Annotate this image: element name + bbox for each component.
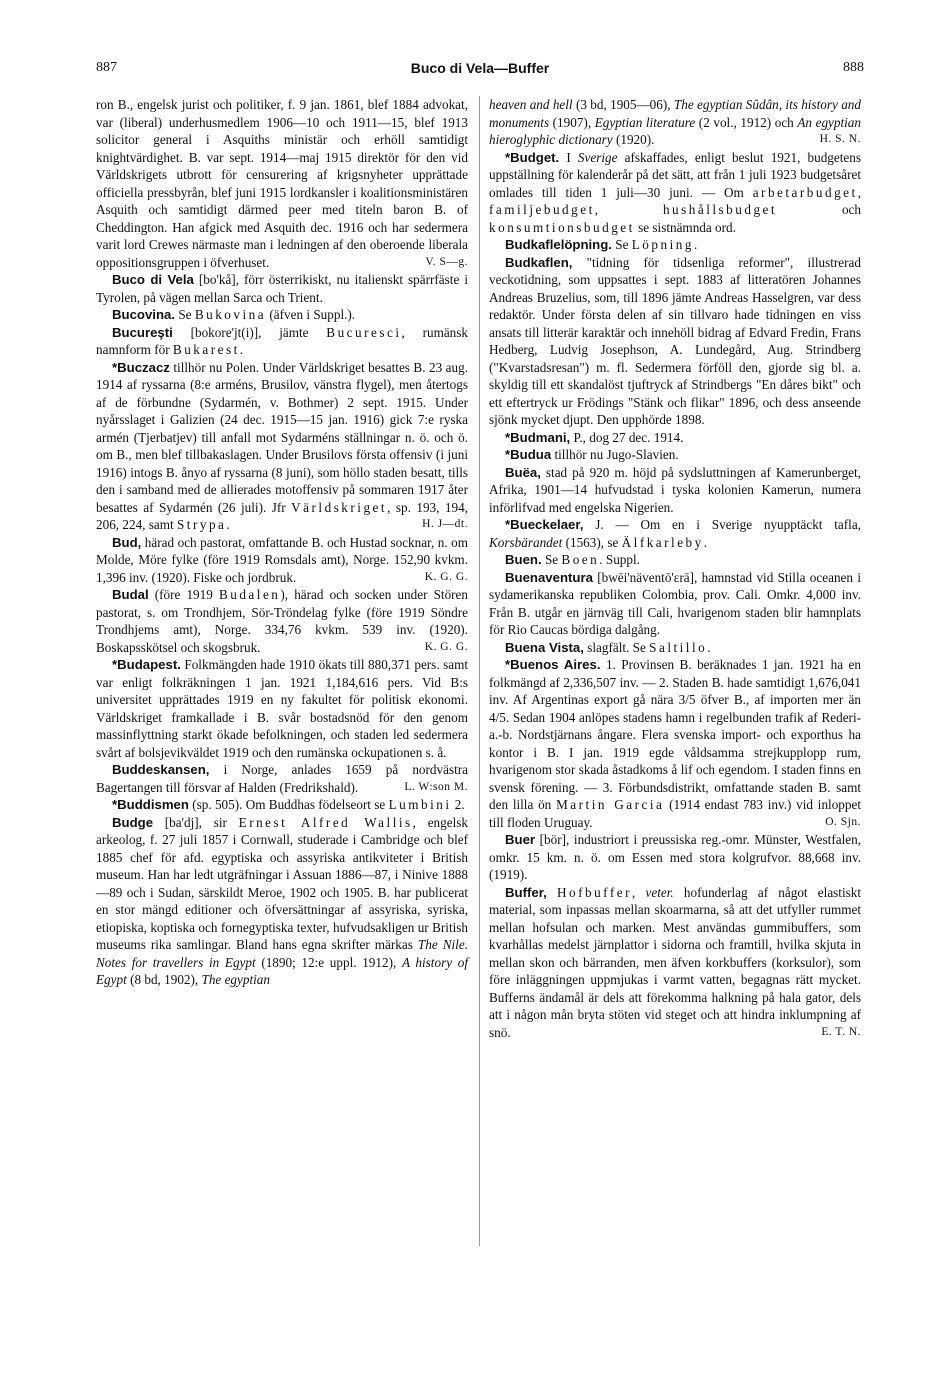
italic-text: A history of Egypt [96, 954, 468, 987]
headword: Bucovina. [112, 307, 176, 322]
page-header [96, 60, 864, 82]
column-divider [479, 96, 480, 1246]
spaced-text: Bukovina [194, 307, 267, 322]
entry-text: , [857, 184, 861, 200]
headword: Buen. [505, 552, 542, 567]
headword: *Budget. [505, 149, 560, 165]
spaced-text: Bukarest [172, 342, 240, 357]
headword: Buëa, [505, 464, 541, 480]
entry-text: "tidning för tidsenliga reformer", illustrerad veckotidning, som uppsattes i sept. 1883 af litteratören Johannes Andreas Bruzelius, som, till 1896 jämte Andreas Hasselgren, var dess redaktör. Under första delen af sin tillvaro hade tidningen en viss ansats till litterär karaktär och innehöll bidrag af Edvard Fredin, Frans Hedberg, Ludvig Josephson, A. Lundegård, Aug. Strindberg ("Kvarstadsresan") m. fl. Sedermera förföll den, gjorde sig bl. a. skyldig till ett skandalöst tjuftryck af Strindbergs "En dåres bikt" och ett eftertryck ur Frödings "Stänk och flikar" 1896, och dess anseende sjönk mycket djupt. Den upphörde 1898. [489, 254, 861, 427]
entry-budge-cont [489, 96, 861, 149]
headword: Buenaventura [505, 569, 593, 585]
italic-text: Sverige [577, 149, 618, 165]
entry-text: , engelsk arkeolog, f. 27 juli 1857 i Cornwall, studerade i Cambridge och blef 1885 chef för afd. egyptiska och assyriska antikviteter i British museum. Han har ledt utgräfningar i Assuan 1886—87, i Ninive 1888—89 och i Sudan, särskildt Meroe, 1902 och 1905. B. har publicerat en stor mängd editioner och öfversättningar af assyriska, syriska, etiopiska, koptiska och fornegyptiska texter, hufvudsakligen ur British museums rika samlingar. Bland hans egna skrifter märkas [96, 814, 468, 952]
entry-text: 1. Provinsen B. beräknades 1 jan. 1921 ha en folkmängd af 2,336,507 inv. — 2. Staden B. hade samtidigt 1,676,041 inv. Af Argentinas export gå nära 3/5 öfver B., af importen mer än 4/5. Sedan 1904 anlöpes stadens hamn i regelbunden trafik af Rederi-a.-b. Nordstjärnans ångare. Flera svenska import- och exporthus ha kontor i B. I jan. 1919 egde våldsamma strejkupplopp rum, hvarigenom stor skada åstadkoms å lif och egendom. I staden finns en svensk förening. — 3. Förbundsdistrikt, omfattande staden B. samt den lilla ön [489, 657, 861, 812]
entry-text: I [559, 149, 578, 165]
entry-text: P., dog 27 dec. 1914. [570, 429, 684, 445]
spaced-text: hushållsbudget [662, 202, 778, 217]
entry-text: 2. [451, 797, 465, 812]
headword: *Bueckelaer, [505, 517, 584, 532]
entry-budmani [489, 429, 861, 447]
entry-budapest [96, 656, 468, 761]
entry-text: ron B., engelsk jurist och politiker, f. 9 jan. 1861, blef 1884 advokat, var (liberal) underhusmedlem 1906—10 och 1911—15, blef 1913 solicitor general i Asquiths ministär och erhöll samtidigt knightvärdighet. B. var sept. 1914—maj 1915 direktör för den vid Världskrigets utbrott för censurering af krigsnyheter upprättade officiella pressbyrån, blef juni 1915 lordkansler i koalitionsministären Asquith och samtidigt därmed peer med titeln baron B. of Cheddington. Han afgick med Asquith dec. 1916 och har sedermera varit lord Crewes närmaste man i ledningen af den oberoende liberala oppositionsgruppen i öfverhuset. [96, 97, 468, 270]
entry-buena-vista [489, 639, 861, 657]
entry-text: . [239, 342, 244, 357]
spaced-text: Löpning [631, 237, 694, 252]
spaced-text: Världskriget [291, 499, 388, 515]
entry-text: , sp. 193, 194, 206, 224, samt [96, 499, 468, 532]
entry-text: (före 1919 [148, 587, 219, 602]
entry-text: slagfält. Se [583, 639, 650, 655]
headword: Budge [112, 814, 154, 830]
entry-text: stad på 920 m. höjd på sydsluttningen af Kamerunberget, Afrika, 1901—14 hufvudstad i tyska kolonien Kamerun, numera införlifvad med engelska Nigerien. [489, 464, 861, 515]
entry-text: [ba'dj], sir [153, 814, 239, 830]
italic-text: heaven and hell [489, 97, 573, 112]
entry-bucovina [96, 306, 468, 324]
spaced-text: Strypa [176, 517, 227, 532]
entry-bucuresti [96, 324, 468, 359]
headword: Budkaflen, [505, 254, 573, 270]
entry-text: i Norge, anlades 1659 på nordvästra Bagertangen till försvar af Halden (Fredrikshald). [96, 762, 468, 795]
author-signature: H. S. N. [819, 133, 861, 145]
spaced-text: Martin Garcia [556, 797, 665, 812]
entry-text: (1920). [612, 132, 655, 147]
headword: Buddeskansen, [112, 762, 210, 777]
spaced-text: familjebudget [489, 202, 595, 217]
entry-text: , [631, 884, 646, 900]
spaced-text: Älfkarleby [621, 534, 704, 550]
entry-text: (1890; 12:e uppl. 1912), [255, 954, 402, 970]
entry-text: Se [175, 307, 195, 322]
spaced-text: Budalen [218, 587, 281, 602]
entry-text: (1563), se [562, 534, 622, 550]
italic-text: The Nile. Notes for travellers in Egypt [96, 937, 468, 970]
headword: Buco di Vela [112, 272, 194, 287]
entry-budkaflelopning [489, 236, 861, 254]
entry-text: [bwēi'näventō'ɛrā], hamnstad vid Stilla oceanen i sydamerikanska republiken Colombia, prov. Cali. Omkr. 4,000 inv. Från B. utgår en järnväg till Cali, hvarigenom staden blir hamnplats för Rio Caucas bördiga dalgång. [489, 569, 861, 637]
entry-text: J. — Om en i Sverige nyupptäckt tafla, [583, 517, 861, 532]
spaced-text: Bucuresci [326, 324, 402, 340]
entry-buea [489, 464, 861, 517]
headword: *Buczacz [112, 359, 170, 375]
entry-text: (3 bd, 1905—06), [572, 97, 674, 112]
author-signature: V. S—g. [425, 255, 468, 268]
entry-buen [489, 551, 861, 569]
spaced-text: Boen [561, 552, 600, 567]
entry-text: se sistnämnda ord. [634, 219, 736, 235]
entry-budge [96, 814, 468, 989]
entry-buffer [489, 884, 861, 1042]
entry-text: hofunderlag af något elastiskt material, som inpassas mellan skoarmarna, så att det utfyller rummet mellan hofsulan och marken. Mest användas gummibuffers, som kvarhållas medelst järnplattor i sidorna och framtill, hvilka skjuta in mellan skon och bärranden, men äfven korkbuffers (korksulor), som före inläggningen uppmjukas i varmt vatten, begagnas rätt mycket. Bufferns ändamål är dels att förekomma halkning på hala gator, dels att i någon mån bryta stöten vid steget och att hindra inklumpning af snö. [489, 884, 862, 1040]
entry-buczacz [96, 359, 468, 534]
spaced-text: konsumtionsbudget [489, 219, 635, 235]
spaced-text: arbetarbudget [752, 184, 858, 200]
italic-text: veter. [645, 884, 674, 900]
italic-text: Korsbärandet [489, 534, 563, 550]
entry-text: [bo'kå], förr österrikiskt, nu italienskt spärrfäste i Tyrolen, på vägen mellan Sarca och Trient. [96, 272, 468, 305]
entry-budua [489, 446, 861, 464]
author-signature: L. W:son M. [404, 780, 468, 793]
entry-budkaflen [489, 254, 861, 429]
author-signature: O. Sjn. [825, 815, 861, 828]
entry-text: härad och pastorat, omfattande B. och Hustad socknar, n. om Molde, Möre fylke (före 1919 Romsdals amt), Norge. 152,90 kvkm. 1,396 inv. (1920). Fiske och jordbruk. [96, 534, 468, 585]
page-number-right: 888 [843, 60, 864, 75]
entry-text: afskaffades, enligt beslut 1921, budgetens uppställning för kalenderår på det sätt, att från 1 juli 1923 budgetsåret omlades till tiden 1 juli—30 juni. — Om [489, 149, 861, 200]
entry-text: . [226, 517, 230, 532]
headword: Budkaflelöpning. [505, 237, 612, 252]
right-column [489, 96, 861, 1041]
headword: *Budmani, [505, 429, 571, 445]
entry-text: (8 bd, 1902), [126, 972, 202, 987]
headword: Bud, [112, 534, 142, 550]
entry-buddismen [96, 796, 468, 814]
entry-bud [96, 534, 468, 587]
entry-text: tillhör nu Jugo-Slavien. [551, 447, 679, 462]
entry-text: (1907), [549, 114, 595, 130]
author-signature: K. G. G. [424, 570, 468, 583]
author-signature: E. T. N. [821, 1025, 861, 1038]
entry-text: , rumänsk namnform för [96, 324, 468, 357]
entry-text: ), härad och socken under Stören pastorat, s. om Trondhjem, Sör-Tröndelag fylke (före 1919 Söndre Trondhjems amt), Norge. 334,76 kvkm. 539 inv. (1920). Boskapsskötsel och skogsbruk. [96, 587, 469, 655]
headword: Buffer, [505, 884, 547, 900]
entry-buer [489, 831, 861, 884]
left-column [96, 96, 468, 989]
entry-text: Se [611, 237, 632, 252]
headword: Buer [505, 832, 536, 847]
entry-text: och [777, 202, 861, 217]
headword: Budal [112, 587, 149, 602]
headword: *Buddismen [112, 797, 189, 812]
entry-buenos-aires [489, 656, 861, 831]
entry-buco-di-vela [96, 271, 468, 306]
entry-text: . [703, 534, 708, 550]
entry-buenaventura [489, 569, 861, 639]
page-number-left: 887 [96, 60, 117, 75]
author-signature: H. J—dt. [422, 518, 468, 530]
italic-text: The egyptian Sûdân, its history and monuments [489, 97, 861, 130]
entry-text [547, 885, 557, 900]
entry-text: [bör], industriort i preussiska reg.-omr. Münster, Westfalen, omkr. 15 km. n. ö. om Essen med stora kolgrufvor. 88,668 inv. (1919). [489, 832, 861, 882]
entry-text: (äfven i Suppl.). [266, 307, 356, 322]
entry-text: [bokore'jt(i)], jämte [172, 324, 327, 340]
spaced-text: Hofbuffer [556, 884, 632, 900]
entry-text: . [707, 639, 711, 655]
entry-text: (sp. 505). Om Buddhas födelseort se [188, 797, 389, 812]
entry-budget [489, 149, 861, 237]
spaced-text: Lumbini [388, 797, 452, 812]
entry-bueckelaer [489, 516, 861, 551]
italic-text: Egyptian literature [594, 114, 696, 130]
entry-text: . [693, 237, 698, 252]
entry-text: , [594, 202, 663, 217]
spaced-text: Ernest Alfred Wallis [238, 814, 413, 830]
headword: Bucureşti [112, 324, 173, 340]
entry-text: tillhör nu Polen. Under Världskriget besattes B. 23 aug. 1914 af ryssarna (8:e arméns, Brusilov, vänstra flygel), men återtogs af de förbundne (Sydarmén, v. Bothmer) 2 sept. 1915. Under nyårsslaget i Galizien (24 dec. 1915—15 jan. 1916) gick 7:e ryska armén (Tjerbatjev) till anfall mot Sydarméns ställningar n. ö. och ö. om B., men blef tillbakaslagen. Under Brusilovs första offensiv (i juni 1916) intogs B. ånyo af ryssarna (8 juni), som höllo staden besatt, tills den i samband med de allierades motoffensiv på sommaren 1917 åter besattes af Sydarmén (26 juli). Jfr [96, 359, 468, 515]
entry-text: . Suppl. [599, 552, 640, 567]
italic-text: An egyptian hieroglyphic dictionary [489, 114, 861, 147]
entry-text: (2 vol., 1912) och [695, 114, 798, 130]
headword: *Buenos Aires. [505, 657, 601, 672]
entry-rufus-cont [96, 96, 468, 271]
entry-text: (1914 endast 783 inv.) vid inloppet till floden Uruguay. [489, 797, 861, 830]
headword: *Budua [505, 447, 552, 462]
running-head: Buco di Vela—Buffer [410, 60, 550, 76]
author-signature: K. G. G. [424, 640, 468, 653]
entry-text: Folkmängden hade 1910 ökats till 880,371 pers. samt var enligt folkräkningen 1 jan. 1921 1,184,616 pers. Vid B:s universitet upprättades 1919 en ny fakultet för politisk ekonomi. Världskriget framkallade i B. svår bostadsnöd för den genom massinflyttning starkt ökade befolkningen, och staden led sedermera svårt af bolsjevikväldet 1919 och den rumänska ockupationen s. å. [96, 657, 468, 760]
spaced-text: Saltillo [649, 639, 708, 655]
headword: Buena Vista, [505, 639, 584, 655]
entry-text: Se [541, 552, 562, 567]
entry-buddeskansen [96, 761, 468, 796]
italic-text: The egyptian [201, 972, 270, 987]
headword: *Budapest. [112, 657, 181, 672]
entry-budal [96, 586, 468, 656]
